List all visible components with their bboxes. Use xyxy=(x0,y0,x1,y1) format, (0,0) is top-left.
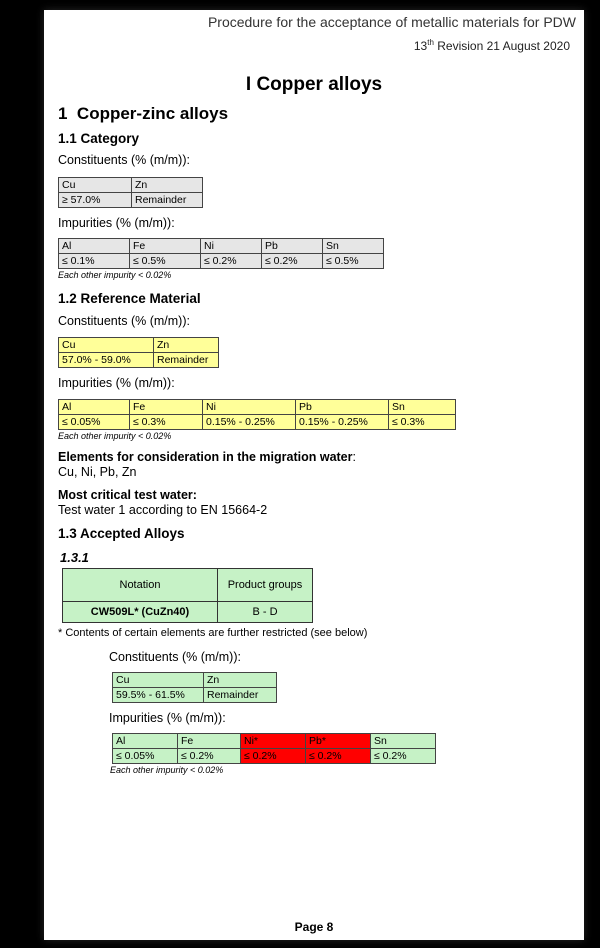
table-header-row xyxy=(59,178,203,193)
accepted-constituents-table xyxy=(112,672,277,703)
table-cell: Sn xyxy=(389,400,456,415)
table-cell: ≤ 0.2% xyxy=(371,749,436,764)
table-cell: Ni xyxy=(203,400,296,415)
table-cell: ≤ 0.2% xyxy=(178,749,241,764)
table-row xyxy=(113,749,436,764)
table-cell: Fe xyxy=(130,239,201,254)
accepted-alloys-table xyxy=(62,568,313,623)
table-cell: Pb xyxy=(262,239,323,254)
table-cell: Al xyxy=(113,734,178,749)
accepted-impurities-table xyxy=(112,733,436,764)
table-cell: Notation xyxy=(63,569,218,602)
table-cell: ≥ 57.0% xyxy=(59,193,132,208)
table-row xyxy=(63,602,313,623)
table-header-row xyxy=(113,734,436,749)
impurity-note: Each other impurity < 0.02% xyxy=(110,765,224,775)
table-cell: ≤ 0.3% xyxy=(389,415,456,430)
page-title: I Copper alloys xyxy=(245,74,383,95)
document-revision: 13th Revision 21 August 2020 xyxy=(413,38,570,53)
table-cell: ≤ 0.05% xyxy=(59,415,130,430)
table-cell: Zn xyxy=(204,673,277,688)
table-cell: 57.0% - 59.0% xyxy=(59,353,154,368)
table-header-row xyxy=(63,569,313,602)
table-cell: Zn xyxy=(154,338,219,353)
impurities-label: Impurities (% (m/m)): xyxy=(109,711,226,725)
table-header-row xyxy=(113,673,277,688)
table-cell: Product groups xyxy=(218,569,313,602)
table-header-row xyxy=(59,338,219,353)
section-heading: 1 Copper-zinc alloys xyxy=(58,104,229,123)
category-impurities-table xyxy=(58,238,384,269)
table-cell-restricted: Pb* xyxy=(306,734,371,749)
table-cell: CW509L* (CuZn40) xyxy=(63,602,218,623)
table-cell: Cu xyxy=(113,673,204,688)
category-constituents-table xyxy=(58,177,203,208)
table-cell: 0.15% - 0.25% xyxy=(203,415,296,430)
table-cell: Remainder xyxy=(154,353,219,368)
table-row xyxy=(59,254,384,269)
table-header-row xyxy=(59,400,456,415)
impurities-label: Impurities (% (m/m)): xyxy=(58,376,175,390)
accepted-subheading: 1.3.1 xyxy=(60,550,89,565)
document-page xyxy=(44,10,584,940)
impurities-label: Impurities (% (m/m)): xyxy=(58,216,175,230)
table-cell: Zn xyxy=(132,178,203,193)
category-heading: 1.1 Category xyxy=(58,131,140,146)
table-row xyxy=(113,688,277,703)
table-cell: ≤ 0.5% xyxy=(130,254,201,269)
table-cell-restricted: ≤ 0.2% xyxy=(306,749,371,764)
table-cell: Fe xyxy=(178,734,241,749)
table-cell: ≤ 0.3% xyxy=(130,415,203,430)
constituents-label: Constituents (% (m/m)): xyxy=(58,314,190,328)
accepted-heading: 1.3 Accepted Alloys xyxy=(58,526,185,541)
table-cell: Sn xyxy=(371,734,436,749)
reference-constituents-table xyxy=(58,337,219,368)
reference-heading: 1.2 Reference Material xyxy=(58,291,201,306)
table-row xyxy=(59,415,456,430)
table-cell: Remainder xyxy=(132,193,203,208)
page-number: Page 8 xyxy=(294,920,334,934)
table-cell: Pb xyxy=(296,400,389,415)
impurity-note: Each other impurity < 0.02% xyxy=(58,431,172,441)
table-cell-restricted: ≤ 0.2% xyxy=(241,749,306,764)
table-row xyxy=(59,353,219,368)
document-header-title: Procedure for the acceptance of metallic materials for PDW xyxy=(207,14,576,30)
constituents-label: Constituents (% (m/m)): xyxy=(58,153,190,167)
critical-water-value: Test water 1 according to EN 15664-2 xyxy=(58,503,268,517)
impurity-note: Each other impurity < 0.02% xyxy=(58,270,172,280)
table-cell: Fe xyxy=(130,400,203,415)
table-cell: ≤ 0.2% xyxy=(201,254,262,269)
table-cell: ≤ 0.5% xyxy=(323,254,384,269)
constituents-label: Constituents (% (m/m)): xyxy=(109,650,241,664)
table-cell: B - D xyxy=(218,602,313,623)
table-cell: 59.5% - 61.5% xyxy=(113,688,204,703)
table-cell: Remainder xyxy=(204,688,277,703)
table-cell: Cu xyxy=(59,338,154,353)
footnote: * Contents of certain elements are further restricted (see below) xyxy=(58,627,368,639)
table-cell: Al xyxy=(59,400,130,415)
migration-label: Elements for consideration in the migration water: xyxy=(58,450,356,464)
table-cell: ≤ 0.2% xyxy=(262,254,323,269)
table-cell: ≤ 0.05% xyxy=(113,749,178,764)
table-row xyxy=(59,193,203,208)
table-cell: ≤ 0.1% xyxy=(59,254,130,269)
reference-impurities-table xyxy=(58,399,456,430)
table-cell: Ni xyxy=(201,239,262,254)
migration-value: Cu, Ni, Pb, Zn xyxy=(58,465,137,479)
table-cell: Sn xyxy=(323,239,384,254)
table-cell: Cu xyxy=(59,178,132,193)
table-cell: Al xyxy=(59,239,130,254)
critical-water-label: Most critical test water: xyxy=(58,488,197,502)
table-cell-restricted: Ni* xyxy=(241,734,306,749)
table-header-row xyxy=(59,239,384,254)
table-cell: 0.15% - 0.25% xyxy=(296,415,389,430)
